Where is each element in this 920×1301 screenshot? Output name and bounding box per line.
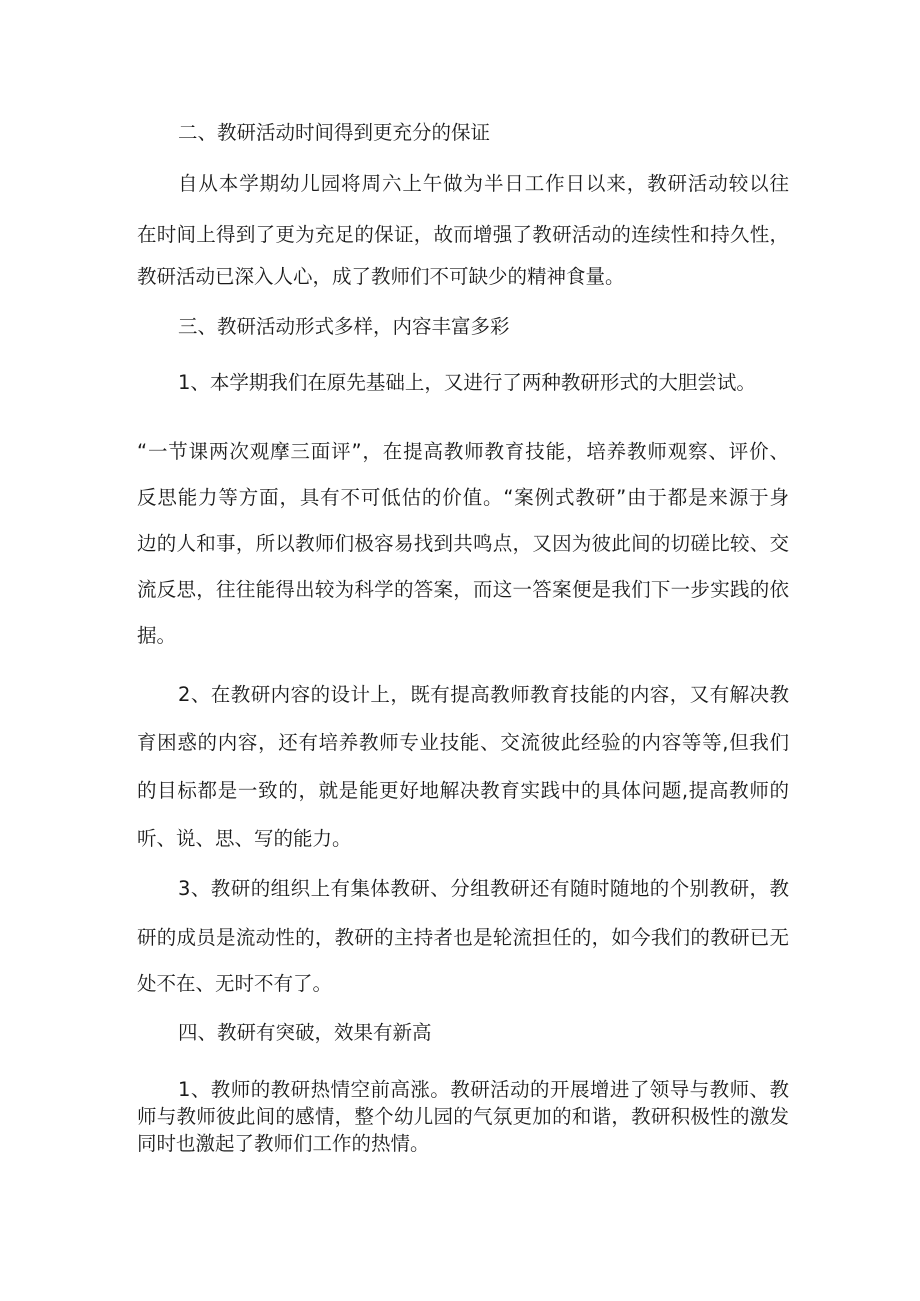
- paragraph-line: 研的成员是流动性的，教研的主持者也是轮流担任的，如今我们的教研已无: [137, 926, 789, 949]
- section-heading: 三、教研活动形式多样，内容丰富多彩: [178, 315, 510, 338]
- paragraph-line: “一节课两次观摩三面评”，在提高教师教育技能，培养教师观察、评价、: [137, 440, 789, 463]
- paragraph-line: 自从本学期幼儿园将周六上午做为半日工作日以来，教研活动较以往: [178, 172, 789, 195]
- paragraph-line: 育困惑的内容，还有培养教师专业技能、交流彼此经验的内容等等,但我们: [137, 731, 789, 754]
- paragraph-line: 1、教师的教研热情空前高涨。教研活动的开展增进了领导与教师、教: [178, 1078, 789, 1101]
- paragraph-line: 听、说、思、写的能力。: [137, 827, 352, 850]
- paragraph-line: 流反思，往往能得出较为科学的答案，而这一答案便是我们下一步实践的依: [137, 578, 789, 601]
- section-heading: 四、教研有突破，效果有新高: [178, 1021, 432, 1044]
- paragraph-line: 据。: [137, 624, 177, 647]
- paragraph-line: 教研活动已深入人心，成了教师们不可缺少的精神食量。: [137, 265, 625, 288]
- paragraph-line: 2、在教研内容的设计上，既有提高教师教育技能的内容，又有解决教: [178, 683, 789, 706]
- paragraph-line: 1、本学期我们在原先基础上，又进行了两种教研形式的大胆尝试。: [178, 371, 756, 394]
- section-heading: 二、教研活动时间得到更充分的保证: [178, 121, 491, 144]
- paragraph-line: 师与教师彼此间的感情，整个幼儿园的气氛更加的和谐，教研积极性的激发: [137, 1105, 789, 1128]
- paragraph-line: 处不在、无时不有了。: [137, 972, 333, 995]
- paragraph-line: 同时也激起了教师们工作的热情。: [137, 1132, 430, 1155]
- paragraph-line: 3、教研的组织上有集体教研、分组教研还有随时随地的个别教研，教: [178, 877, 789, 900]
- paragraph-line: 边的人和事，所以教师们极容易找到共鸣点，又因为彼此间的切磋比较、交: [137, 532, 789, 555]
- paragraph-line: 的目标都是一致的，就是能更好地解决教育实践中的具体问题,提高教师的: [137, 779, 789, 802]
- paragraph-line: 反思能力等方面，具有不可低估的价值。“案例式教研”由于都是来源于身: [137, 486, 789, 509]
- paragraph-line: 在时间上得到了更为充足的保证，故而增强了教研活动的连续性和持久性，: [137, 223, 789, 246]
